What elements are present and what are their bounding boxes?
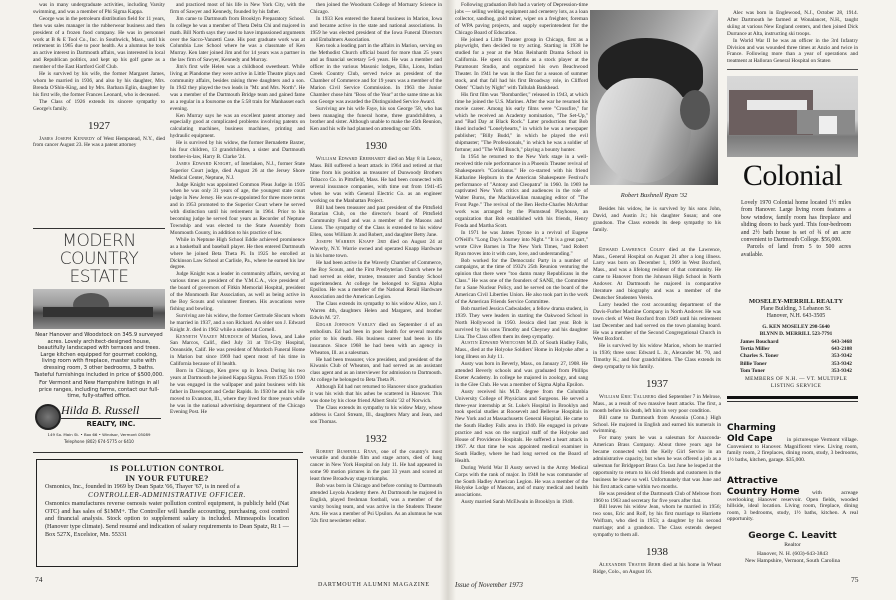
article-paragraph — [593, 491, 721, 505]
column-c-text — [310, 2, 442, 574]
hilda-bottom-rule — [33, 452, 303, 453]
paragraph-text: In 1954 he returned to the New York stage in a well-received title role performance in a Phoenix Theater revival of Shakespeare's "Coriolanus." He co-starred with his friend Katharine Hepburn in the American Shakespeare Festival's performance of "Antony and Cleopatra" in 1960. In 1969 he captivated New York critics and audiences in the role of Walter Burns, the Machiavellian managing editor of "The Front Page." The revival of the Ben Hecht-Charles McArthur work was arranged by the Plumstead Playhouse, an organization that Bob established with his friends, Henry Fonda and Martha Scott. — [455, 153, 588, 229]
class-year-heading: 1930 — [365, 140, 387, 153]
moseley-address-1: Plane Building, 3 Lebanon St. — [760, 305, 832, 312]
paragraph-text: During World War II Austy served in the Army Medical Corps with the rank of major. In 1948 he was commander of the South Hadley American Legion. He was a member of the Holyoke Lodge of Masons, and of many medical and health associations. — [455, 464, 588, 499]
hilda-name: Hilda B. Russell — [61, 403, 140, 417]
agent-row — [735, 361, 857, 368]
paragraph-text: He had been active in the Waverly Chamber of Commerce, the Boy Scouts, and the First Presbyterian Church where he had served as elder, trustee, treasurer and Sunday School superintendent. At college he belonged to Sigma Alpha Epsilon. He was a member of the National Retail Hardware Association and the American Legion. — [310, 259, 442, 301]
article-paragraph — [593, 562, 721, 576]
obituary-name: Alexander Thayer Behr — [599, 561, 661, 568]
paragraph-text: was in many undergraduate activities, including Varsity swimming, and was a member of Phi Sigma Kappa. — [33, 2, 165, 15]
agent-name: Tertia Miller — [740, 345, 770, 352]
paragraph-text: Alec was born in Englewood, N.J., October 28, 1914. After Dartmouth he farmed at Wonalancet, N.H., taught skiing at various New England centers, and then joined Dick Durrance at Alta, instructing ski troops. — [727, 10, 858, 37]
article-paragraph — [33, 16, 165, 71]
principal-moseley: G. KEN MOSELEY 298-5640 — [762, 323, 830, 330]
obituary-name: Robert Bushnell Ryan — [316, 448, 377, 455]
paragraph-text: Bob worked for the Democratic Party in a number of campaigns, at the time of 1932's 25th Reunion venturing the opinion that there were "too damn many Republicans in the Class." He was one of the founders of SANE, the Committee for a Sane Nuclear Policy, and he served on the board of the American Civil Liberties Union. He also took part in the work of the American Friends Service Committee. — [455, 257, 588, 305]
paragraph-text: The Class extends its sympathy to his widow Mary, whose address is Carol Stream, Ill., daughters Mary and Jean, and son Thomas. — [310, 404, 442, 425]
paragraph-text: The Class extends its sympathy to his widow Alice, son J. Warren 4th, daughters Helen and Margaret, and brother Edwin M. '27. — [310, 301, 442, 322]
article-paragraph — [170, 140, 305, 161]
old-cape-title-2: Old Cape — [727, 434, 773, 444]
hilda-phone: Telephone (802) 674-5775 or 6410 — [64, 439, 134, 444]
paragraph-text: died on September 4 of an embolism. Ed had been in poor health for several months prior to his death. His business career had been in life insurance. Since 1968 he had been with an agency in Wheaton, Ill. as a salesman. — [310, 321, 442, 356]
article-paragraph — [593, 415, 721, 436]
paragraph-text: then joined the Woodsum College of Mortuary Science in Chicago. — [310, 2, 442, 15]
principal-merrill: BLYNN D. MERRILL 523-7791 — [759, 331, 833, 337]
paragraph-text: Although Ed had not returned to Hanover since graduation it was his wish that his ashes be scattered in Hanover. This was done by his close friend Albert Stolz '32 of Norwich. — [310, 384, 442, 404]
paragraph-text: Judge Knight was appointed Common Pleas Judge in 1935 when he was only 31 years of age, the youngest state court judge in New Jersey. He was re-appointed for three more terms and in 1953 promoted to the Superior Court where he served with distinction until his retirement in 1964. Prior to his becoming judge he served four years as Recorder of Neptune Township and was elected to the State Assembly from Monmouth County, in addition to his practice of law. — [170, 181, 305, 236]
article-paragraph — [455, 37, 588, 92]
article-paragraph — [310, 384, 442, 405]
article-paragraph — [310, 301, 442, 322]
article-paragraph — [170, 161, 305, 182]
paragraph-text: Bob was born in Chicago and before coming to Dartmouth attended Loyola Academy there. At Dartmouth he majored in English, played freshman football, was a member of the varsity boxing team, and was active in the Students Theater Arts. He was a member of Psi Upsilon. As an alumnus he was '32s first newsletter editor. — [310, 483, 442, 524]
old-cape-title-1: Charming — [727, 423, 776, 433]
article-paragraph — [33, 99, 165, 113]
old-cape-text: in picturesque Vermont village. Convenient to Hanover. Magnificent view. Living room, family room, 2 fireplaces, dining room, study, 3 bedrooms, 1½ baths, kitchen, garage. $35,000. — [727, 437, 858, 463]
paragraph-text: Surviving are his widow, the former Gertrude Slocum whom he married in 1937, and a son Richard. An older son J. Edward Knight Jr. died in 1962 while a student at Cornell. — [170, 312, 305, 333]
paragraph-text: He is survived by his widow, the former Bernadette Baxter, his four children, 13 grandchildren, a sister and Dartmouth brother-in-law, Harry B. Clarke '24. — [170, 140, 305, 160]
article-paragraph — [455, 499, 588, 506]
colonial-ad-rule — [727, 69, 858, 70]
paragraph-text: He was president of the Dartmouth Club of Melrose from 1960 to 1963 and secretary for five years after that. — [593, 490, 721, 504]
paragraph-text: Ken took a leading part in the affairs in Marion, serving on the Methodist Church official board for more than 25 years and as financial secretary 5-6 years. He was a member and officer in the various Masonic lodges, Elks, Lions, Indian Creek Country Club, served twice as president of the Chamber of Commerce and for 19 years was a member of the Marion Civil Service Commission. In 1963 the Junior Chamber chose him "Boss of the Year" at the same time as his son George was awarded the Distinguished Service Award. — [310, 43, 442, 105]
country-home-title-2: Country Home — [727, 487, 800, 497]
paragraph-text: Judge Knight was a leader in community affairs, serving at various times as president of the Y.M.C.A., vice president of the board of governors of Fitkin Memorial Hospital, president of the Monmouth Bar Association, as well as being active in the Boy Scouts and volunteer firemen. His avocations were fishing and bowling. — [170, 271, 305, 312]
paragraph-text: While in Neptune High School Eddie achieved prominence as a basketball and baseball player. He then entered Dartmouth where he joined Beta Theta Pi. In 1925 he enrolled at Dickinson Law School at Carlisle, Pa., where he earned his law degree. — [170, 236, 305, 271]
thick-divider — [727, 396, 858, 399]
article-paragraph — [33, 71, 165, 99]
robert-ryan-portrait-photo — [590, 10, 718, 185]
column-f-text — [727, 10, 858, 66]
obituary-name: James Joseph Kennedy — [39, 135, 96, 142]
estate-ad-rule — [33, 228, 165, 229]
paragraph-text: He is survived by his wife, the former Margaret James, whom he married in 1936, and also by his daughter, Mrs. Brenda O'Shin-King, and by Mrs. Barbara Eglin, daughter by his first wife, the former Frances Leonard, who is deceased. — [33, 71, 165, 98]
article-paragraph — [593, 504, 721, 539]
article-paragraph — [455, 389, 588, 465]
pollution-control-ad — [36, 459, 298, 567]
article-paragraph — [170, 16, 305, 64]
paragraph-text: Bill had been treasurer and past president of the Pittsfield Rotarian Club, on the director's board of Pittsfield Community Fund and was a member of the Masons and Lions. The sympathy of the Class is extended to his widow Ellen, sons William Jr. and Robert, and daughter Betty Jane. — [310, 204, 442, 239]
moseley-merrill-name: MOSELEY-MERRILL REALTY — [748, 298, 844, 305]
article-paragraph — [310, 405, 442, 426]
obituary-name: Austin Edward Whitcomb M.D. — [461, 340, 539, 347]
obituary-name: William Eric Tallberg — [599, 393, 657, 400]
article-paragraph — [593, 302, 721, 343]
paragraph-text: Besides his widow, he is survived by his sons John, David, and Austin Jr.; his daughter Susan; and one grandson. The Class extends its deep sympathy to his family. — [593, 206, 721, 233]
article-paragraph — [593, 435, 721, 490]
paragraph-text: Austy was born in Beverly, Mass., on January 27, 1908. He attended Beverly schools and was graduated from Phillips Exeter Academy. In college he majored in zoology, and sang in the Glee Club. He was a member of Sigma Alpha Epsilon. — [455, 361, 588, 388]
article-paragraph — [593, 206, 721, 234]
agent-name: Billie Toner — [740, 360, 767, 367]
article-paragraph — [455, 2, 588, 37]
paragraph-text: Austy married Sarah McElwain in Brooklyn in 1940. — [461, 499, 574, 506]
estate-ad-title: MODERN COUNTRY ESTATE — [59, 231, 139, 287]
paragraph-text: Bill leaves his widow Jean, whom he married in 1956; two sons, Eric and Rolf, by his first marriage to Harriette Wolfram, who died in 1953; a daughter by his second marriage; and a grandson. The Class extends deepest sympathy to them all. — [593, 504, 721, 539]
article-paragraph — [310, 483, 442, 524]
colonial-parcels: Parcels of land from 5 to 500 acres available. — [741, 244, 851, 258]
page-gutter — [440, 0, 456, 600]
paragraph-text: died on August 24 at Waverly, N.Y. Warrie owned and operated Knapp Hardware in his home town. — [310, 239, 442, 259]
hilda-address: 149 So. Main St. • Box 66 • Windsor, Vermont 05089 — [47, 432, 151, 437]
class-year-heading: 1938 — [646, 545, 668, 558]
article-paragraph — [310, 357, 442, 385]
leavitt-name: George C. Leavitt — [748, 531, 837, 541]
article-paragraph — [455, 230, 588, 258]
pollution-title-1: IS POLLUTION CONTROL — [109, 463, 225, 473]
paragraph-text: Austy received his M.D. degree from the Columbia University College of Physicians and Surgeons. He served a three-year internship at St. Luke's Hospital in Brooklyn and took special studies at Roosevelt and Bellevue Hospitals in New York and at Massachusetts General Hospital. He came to the South Hadley Falls area in 1940. He engaged in private practice and was on the surgical staff of the Holyoke and House of Providence Hospitals. He suffered a heart attack in 1967. At that time he was appointed medical examiner in South Hadley, where he had long served on the Board of Health. — [455, 388, 588, 464]
paragraph-text: Following graduation Bob had a variety of Depression-time jobs — selling welding equipment and cemetery lots, as a loan collector, sandhog, gold miner, wiper on a freighter, foreman of WPA paving projects, and supply superintendent for the Chicago Board of Education. — [455, 2, 588, 36]
magazine-title-footer: DARTMOUTH ALUMNI MAGAZINE — [318, 582, 430, 588]
article-paragraph — [455, 340, 588, 361]
column-b-text — [170, 2, 305, 454]
obituary-name: Edward Lawrence Colby — [599, 246, 666, 253]
colonial-ad-text — [741, 200, 851, 259]
paragraph-text: In 1933 Ken entered the funeral business in Marion, Iowa and became active in the state and national associations. In 1959 he was elected president of the Iowa Funeral Directors and Embalmers Association. — [310, 15, 442, 43]
paragraph-text: Ken Murray says he was an excellent patent attorney and especially good at complicated problems involving patents on calculating machines, business machines, printing and hydraulic equipment. — [170, 112, 305, 140]
estate-listings: For Vermont and New Hampshire listings in all price ranges, including farms, contact our full-time, fully-staffed office. — [38, 380, 160, 400]
agent-list — [735, 339, 857, 376]
paragraph-text: , of Interlaken, N.J., former State Superior Court judge, died August 26 at the Jersey Shore Medical Center, Neptune, N.J. — [170, 160, 305, 181]
paragraph-text: His first film was "Bombardier," released in 1943, at which time he joined the U.S. Marines. After the war he resumed his movie career. Among his early films were "Crossfire," for which he received an Academy nomination, "The Set-Up," and "Bad Day at Black Rock." Later productions that Bob liked included "Lonelyhearts," in which he was a newspaper publisher; "Billy Budd," in which he played the evil shipmaster; "The Professionals," in which he was a soldier of fortune; and "The Wild Bunch," playing a bounty hunter. — [455, 91, 588, 154]
column-d-text — [455, 2, 588, 574]
obituary-name: William Edward Eberhardt — [316, 156, 386, 163]
obituary-name: Joseph Warren Knapp 3rd — [316, 239, 387, 246]
article-paragraph — [455, 154, 588, 230]
paragraph-text: of South Hadley Falls, Mass., died at the Holyoke Soldiers' Home in Holyoke after a long illness on July 11. — [455, 340, 588, 361]
article-paragraph — [310, 205, 442, 240]
estate-house-photo — [33, 289, 165, 329]
article-paragraph — [170, 334, 305, 369]
article-paragraph — [310, 16, 442, 44]
estate-ad-text — [33, 332, 165, 402]
agent-phone: 353-9342 — [831, 353, 852, 360]
article-paragraph — [170, 368, 305, 416]
article-paragraph — [727, 10, 858, 38]
paragraph-text: of Marion, Iowa, and Lake San Marcos, Calif., died July 31 at Tri-City Hospital, Oceanside, Calif. He was president of Murdoch Funeral Home in Marion but since 1969 had spent most of his time in California because of ill health. — [170, 333, 305, 368]
country-home-text: with acreage overlooking Hanover reservoir. Open fields, wooded hillside, ideal location. Living room, fireplace, dining room, 3 bedrooms, study, 1½ baths, kitchen. A real opportunity. — [727, 490, 858, 523]
article-paragraph — [593, 247, 721, 302]
page-number-left: 74 — [35, 575, 43, 584]
article-paragraph — [455, 361, 588, 389]
multiple-listing-members: MEMBERS OF N.H. — VT. MULTIPLE LISTING SERVICE — [744, 375, 848, 390]
article-paragraph — [310, 2, 442, 16]
article-paragraph — [170, 313, 305, 334]
paragraph-text: He is survived by his widow Marion, whom he married in 1936; three sons: Edward L. Jr., Alexander M. '70, and Timothy K.; and four grandchildren. The Class extends its deep sympathy to his family. — [593, 343, 721, 371]
photo-caption: Robert Bushnell Ryan '32 — [620, 192, 688, 199]
colonial-house-photo — [727, 76, 858, 157]
paragraph-text: Bob married Jessica Cadwalader, a fellow drama student, in 1939. They were leaders in starting the Oakwood School in North Hollywood in 1950. Jessica died last year. Bob is survived by his sons Timothy and Cheyney and his daughter Lisa. The Class offers them its deep sympathy. — [455, 305, 588, 340]
paragraph-text: Jim came to Dartmouth from Brooklyn Preparatory School. In college he was a member of Theta Delta Chi and majored in math. Bill North says they used to have impassioned arguments over the Sacco-Vanzetti Case. His post graduate work was at Columbia Law School where he was a classmate of Ken Murray. Ken later joined Jim and for 14 years was a partner in the law firm of Sawyer, Kennedy and Murray. — [170, 15, 305, 64]
paragraph-text: of West Hempstead, N.Y., died from cancer August 23. He was a patent attorney — [33, 135, 165, 149]
paragraph-text: died on May 8 in Lenox, Mass. Bill suffered a heart attack in 1964 and retired at that time from his position as treasurer of Dunwoody Brothers Tobacco Co. in Pittsfield, Mass. He had been connected with several insurance companies, with time out from 1941-45 when he was with General Electric Co. as an engineer working on the Manhattan Project. — [310, 156, 442, 204]
agent-row — [735, 368, 857, 375]
paragraph-text: The Class of 1926 extends its sincere sympathy to George's family. — [33, 98, 165, 112]
article-paragraph — [33, 2, 165, 16]
article-paragraph — [455, 258, 588, 306]
page-number-right: 75 — [851, 575, 859, 584]
paragraph-text: Surviving are his wife Faye, his son George '58, who has been managing the funeral home, three grandchildren, a brother and sister. Although unable to make the 45th Reunion, Ken and his wife had planned on attending our 50th. — [310, 105, 442, 133]
moseley-address-2: Hanover, N.H. 643-3505 — [766, 313, 826, 319]
paragraph-text: He joined a Little Theater group in Chicago, first as a playwright, then decided to try acting. Starting in 1938 he studied for a year at the Max Reinhardt Drama School in California. He spent six months as a stock player at the Paramount Studio, and organized his own Beachwood Theater. In 1941 he was in the East for a season of summer stock, and that fall had his first Broadway role, in Clifford Odets' "Clash by Night" with Tallulah Bankhead. — [455, 36, 588, 91]
agent-name: Tom Toner — [740, 368, 766, 375]
hilda-rule — [61, 418, 161, 419]
article-paragraph — [310, 260, 442, 301]
article-paragraph — [593, 343, 721, 371]
paragraph-text: died September 7 in Melrose, Mass., as a result of two massive heart attacks. The first, a month before his death, left him in very poor condition. — [593, 393, 721, 414]
pollution-position: CONTROLLER-ADMINISTRATIVE OFFICER. — [88, 490, 246, 499]
column-e-text — [593, 206, 721, 576]
agent-name: James Bouchard — [740, 338, 779, 345]
paragraph-text: Born in Chicago, Ken grew up in Iowa. During his two years at Dartmouth he joined Kappa Sigma. From 1925 to 1930 he was engaged in the wallpaper and paint business with his father in Davenport and Cedar Rapids. In 1930 he and his wife moved to Evanston, Ill., where they lived for three years while he was in the national advertising department of the Chicago Evening Post. He — [170, 368, 305, 416]
agent-phone: 643-2108 — [831, 345, 852, 352]
article-paragraph — [170, 271, 305, 312]
article-paragraph — [455, 306, 588, 341]
agent-row — [735, 339, 857, 346]
paragraph-text: died at his home in Wheat Ridge, Colo., on August 16. — [593, 561, 721, 575]
paragraph-text: For many years he was a salesman for Anaconda-American Brass Company. About three years ago he became connected with the Kelly Girl Service in an administrative capacity, but when he was offered a job as a salesman for Bridgeport Brass Co. last June he leaped at the opportunity to return to his old friends and customers in the business he knew so well. Unfortunately that was June and his first attack came within two months. — [593, 435, 721, 490]
leavitt-address: Hanover, N. H. (603)-643-3843 — [757, 550, 828, 557]
leavitt-role: Realtor — [784, 542, 801, 548]
colonial-description: Lovely 1970 Colonial home located 1½ miles from Hanover. Large living room features a bow window, family room has fireplace and sliding doors to back yard. This four-bedroom and 2½ bath house is set of ¾ of an acre convenient to Dartmouth College. $56,000. — [741, 200, 851, 244]
pollution-title-2: IN YOUR FUTURE? — [125, 472, 209, 483]
estate-description: Near Hanover and Woodstock on 345.9 surveyed acres. Lovely architect-designed house, beautifully landscaped with terraces and trees. Large kitchen equipped for gourmet cooking, living room with fireplace, master suite with dressing room, 3 other bedrooms, 3 baths. Tasteful furnishings included in price of $500,000. — [34, 332, 164, 378]
paragraph-text: George was in the petroleum distribution field for 11 years, then was sales manager in the rubberwear business and then president of a frozen food company. He was in personnel work at B & E Tool Co., Inc. in Southwick, Mass., until his retirement in 1965 due to poor health. As a alumnus he took an active interest in Dartmouth affairs, was interested in local and Republican politics, and kept up his golf game as a member of the East Hartford Golf Club. — [33, 15, 165, 71]
hilda-russell-ad — [33, 402, 165, 450]
article-paragraph — [170, 64, 305, 112]
paragraph-text: He had been treasurer, vice president, and president of the Kiwanis Club of Wheaton, and had served as an assistant class agent and as an interviewer for admission to Dartmouth. At college he belonged to Beta Theta Pi. — [310, 356, 442, 384]
article-paragraph — [170, 113, 305, 141]
article-paragraph — [170, 237, 305, 272]
article-paragraph — [310, 106, 442, 134]
paragraph-text: died at the Lawrence, Mass., General Hospital on August 21 after a long illness. Larry was born on December 1, 1909 in West Boxford, Mass., and was a lifelong resident of that community. He came to Hanover from the Johnson High School in North Andover. At Dartmouth he majored in comparative literature and biography and was a member of the Deutscher Studenten Verein. — [593, 246, 721, 301]
article-paragraph — [455, 465, 588, 500]
article-paragraph — [593, 394, 721, 415]
pollution-body: Osmonics manufactures reverse osmosis water pollution control equipment, is publicly held (Nat OTC) and has sales of $1MM+. The Controller will handle accounting, purchasing, cost control and financial analysis. Stock option to supplement salary is included. Minneapolis location (Hanover type climate). Send resumé and indication of salary requirements to Dean Spatz, Rt 1 — Box 527X, Excelsior, Mn. 55331 — [45, 500, 289, 538]
column-a-text — [33, 2, 165, 226]
agent-phone: 643-3468 — [831, 338, 852, 345]
colonial-ad-title: Colonial — [742, 159, 843, 192]
paragraph-text: In 1971 he was James Tyrone in a revival of Eugene O'Neill's "Long Day's Journey into Night." "It is a great part," wrote Clive Barnes in The New York Times, "and Robert Ryan moves into it with care, love, and understanding." — [455, 229, 588, 257]
agent-row — [735, 346, 857, 353]
agent-phone: 353-9342 — [831, 360, 852, 367]
agent-phone: 353-9342 — [831, 368, 852, 375]
article-paragraph — [33, 136, 165, 150]
agent-name: Charles S. Toner — [740, 353, 779, 360]
class-year-heading: 1927 — [88, 119, 110, 132]
hilda-company: REALTY, INC. — [86, 420, 136, 428]
class-year-heading: 1937 — [646, 377, 668, 390]
moseley-merrill-block — [735, 298, 857, 391]
thin-divider — [727, 401, 858, 402]
issue-date-footer: Issue of November 1973 — [455, 581, 523, 589]
article-paragraph — [170, 2, 305, 16]
paragraph-text: , one of the country's most versatile and durable film and stage actors, died of lung cancer in New York Hospital on July 11. He had appeared in some 90 motion pictures in the past 33 years and scored at least three Broadway stage triumphs. — [310, 448, 442, 483]
obituary-name: Kenneth Veazey Murdoch — [176, 333, 243, 340]
class-year-heading — [593, 240, 721, 244]
agent-row — [735, 353, 857, 360]
pollution-intro: Osmonics, Inc., founded in 1969 by Dean Spatz '66, Thayer '67, is in need of a — [45, 483, 240, 490]
country-home-title-1: Attractive — [727, 476, 778, 486]
leavitt-realtor-block — [727, 531, 858, 564]
paragraph-text: and practiced most of his life in New York City, with the firm of Sawyer and Kennedy, founded by his father. — [170, 2, 305, 15]
article-paragraph — [310, 449, 442, 484]
article-paragraph — [310, 43, 442, 105]
paragraph-text: In World War II he was an officer in the 3rd Infantry Division and was wounded three times at Anzio and twice in France. Following more than a year of operations and treatment at Halloran General Hospital on Staten — [727, 37, 858, 65]
article-paragraph — [310, 239, 442, 260]
class-year-heading: 1932 — [365, 432, 387, 445]
article-paragraph — [170, 182, 305, 237]
leavitt-states: New Hampshire, Vermont, South Carolina — [745, 557, 840, 564]
paragraph-text: Larry headed the cost accounting department of the Davis-Furber Machine Company in North Andover. He was town clerk of West Boxford from 1949 until his retirement last December and had served on the town planning board. He was a member of the Second Congregational Church in West Boxford. — [593, 301, 721, 343]
obituary-name: James Edward Knight — [176, 160, 232, 167]
obituary-name: Edgar Johnson Varley — [316, 321, 376, 328]
paragraph-text: Bill came to Dartmouth from Ansonia (Conn.) High School. He majored in English and earned his numerals in swimming. — [593, 414, 721, 435]
article-paragraph — [310, 156, 442, 204]
realty-seal-logo — [35, 404, 61, 430]
article-paragraph — [455, 92, 588, 154]
article-paragraph — [727, 38, 858, 66]
paragraph-text: Jim's first wife Helen was a childhood sweetheart. While living at Plandome they were active in Little Theatre plays and community affairs, besides raising three daughters and a son. In 1942 they played the two leads in "Mr. and Mrs. North". He was a member of the Dartmouth Bridge team and gained fame as a regular in a foursome on the 5:58 train for Manhasset each evening. — [170, 64, 305, 112]
article-paragraph — [310, 322, 442, 357]
